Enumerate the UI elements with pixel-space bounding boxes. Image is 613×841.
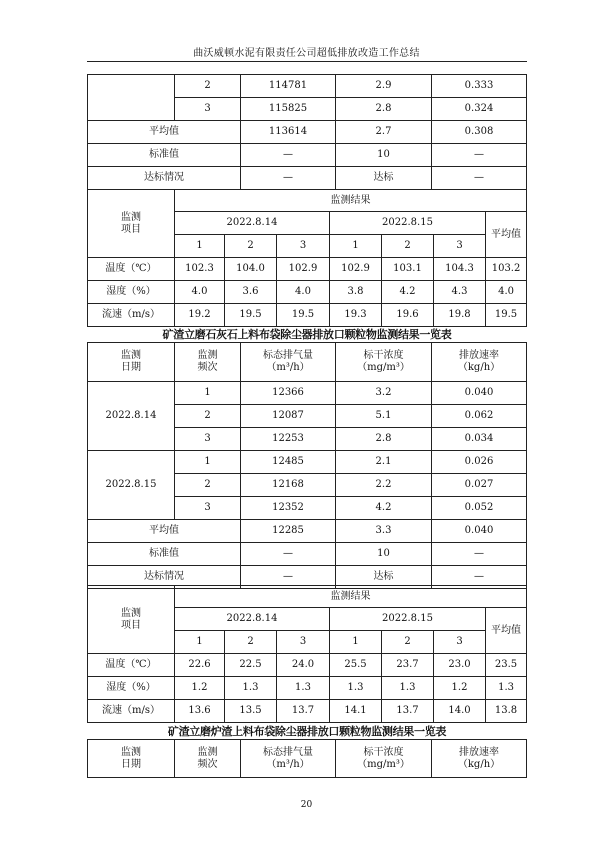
- freq-cell: 2: [175, 75, 241, 98]
- row-label: 湿度（%）: [88, 281, 175, 304]
- row-label: 流速（m/s）: [88, 304, 175, 327]
- row-label: 温度（℃）: [88, 258, 175, 281]
- row-label: 标准值: [88, 144, 241, 167]
- sample-number: 3: [277, 631, 330, 654]
- flow-cell: —: [241, 566, 336, 589]
- sample-number: 3: [434, 235, 486, 258]
- flow-header: 标态排气量 （m³/h）: [241, 343, 336, 382]
- freq-cell: 1: [175, 382, 241, 405]
- date-header: 2022.8.14: [175, 608, 330, 631]
- row-label: 达标情况: [88, 167, 241, 190]
- sample-number: 1: [330, 631, 382, 654]
- value-cell: 19.6: [382, 304, 434, 327]
- row-label: 平均值: [88, 520, 241, 543]
- conc-cell: 2.1: [336, 451, 432, 474]
- value-cell: 25.5: [330, 654, 382, 677]
- value-cell: 1.3: [330, 677, 382, 700]
- rate-cell: 0.026: [432, 451, 527, 474]
- table-row: [88, 451, 527, 474]
- page-header: 曲沃威顿水泥有限责任公司超低排放改造工作总结: [193, 48, 420, 59]
- average-row: [88, 121, 527, 144]
- value-cell: 1.2: [175, 677, 225, 700]
- item-header: 监测 项目: [88, 586, 175, 654]
- flow-cell: 12087: [241, 405, 336, 428]
- sample-number: 2: [225, 235, 277, 258]
- value-cell: 4.0: [486, 281, 527, 304]
- value-cell: 19.2: [175, 304, 225, 327]
- freq-cell: 3: [175, 497, 241, 520]
- value-cell: 4.0: [277, 281, 330, 304]
- sample-number: 1: [330, 235, 382, 258]
- emission-table-3: [87, 739, 527, 778]
- value-cell: 19.5: [277, 304, 330, 327]
- row-label: 达标情况: [88, 566, 241, 589]
- flow-cell: 12285: [241, 520, 336, 543]
- freq-cell: 2: [175, 474, 241, 497]
- sample-number: 1: [175, 631, 225, 654]
- row-label: 平均值: [88, 121, 241, 144]
- value-cell: 19.3: [330, 304, 382, 327]
- parameters-table-2: [87, 585, 527, 723]
- emission-table-2: [87, 342, 527, 589]
- value-cell: 3.8: [330, 281, 382, 304]
- flow-header: 标态排气量 （m³/h）: [241, 740, 336, 778]
- date-header: 监测 日期: [88, 343, 175, 382]
- rate-cell: 0.333: [432, 75, 527, 98]
- date-header: 2022.8.15: [330, 608, 486, 631]
- table-row: [88, 75, 527, 98]
- freq-header: 监测 频次: [175, 740, 241, 778]
- humidity-row: [88, 677, 527, 700]
- sample-number: 2: [382, 631, 434, 654]
- rate-cell: 0.040: [432, 382, 527, 405]
- date-cell: 2022.8.15: [88, 451, 175, 520]
- rate-cell: —: [432, 543, 527, 566]
- conc-cell: 5.1: [336, 405, 432, 428]
- flow-cell: 12253: [241, 428, 336, 451]
- value-cell: 1.3: [277, 677, 330, 700]
- row-label: 标准值: [88, 543, 241, 566]
- conc-cell: 4.2: [336, 497, 432, 520]
- rate-header: 排放速率 （kg/h）: [432, 740, 527, 778]
- standard-row: [88, 543, 527, 566]
- value-cell: 1.3: [486, 677, 527, 700]
- temperature-row: [88, 654, 527, 677]
- date-cell: [88, 75, 175, 121]
- flow-cell: —: [241, 543, 336, 566]
- value-cell: 22.6: [175, 654, 225, 677]
- value-cell: 104.3: [434, 258, 486, 281]
- conc-cell: 3.2: [336, 382, 432, 405]
- flow-cell: 114781: [241, 75, 336, 98]
- sample-number: 3: [277, 235, 330, 258]
- conc-cell: 2.2: [336, 474, 432, 497]
- value-cell: 19.8: [434, 304, 486, 327]
- value-cell: 1.3: [225, 677, 277, 700]
- sample-number: 1: [175, 235, 225, 258]
- date-cell: 2022.8.14: [88, 382, 175, 451]
- compliance-row: [88, 167, 527, 190]
- conc-header: 标干浓度 （mg/m³）: [336, 740, 432, 778]
- rate-cell: 0.052: [432, 497, 527, 520]
- value-cell: 104.0: [225, 258, 277, 281]
- table-header-row: [88, 740, 527, 778]
- value-cell: 102.9: [277, 258, 330, 281]
- value-cell: 14.1: [330, 700, 382, 723]
- table-caption: 矿渣立磨石灰石上料布袋除尘器排放口颗粒物监测结果一览表: [162, 328, 452, 341]
- conc-header: 标干浓度 （mg/m³）: [336, 343, 432, 382]
- average-header: 平均值: [486, 608, 527, 654]
- date-header: 2022.8.14: [175, 212, 330, 235]
- rate-cell: 0.324: [432, 98, 527, 121]
- results-header: 监测结果: [175, 586, 527, 608]
- table-caption: 矿渣立磨炉渣上料布袋除尘器排放口颗粒物监测结果一览表: [167, 725, 447, 738]
- row-label: 流速（m/s）: [88, 700, 175, 723]
- value-cell: 13.7: [382, 700, 434, 723]
- value-cell: 1.2: [434, 677, 486, 700]
- flow-cell: 113614: [241, 121, 336, 144]
- conc-cell: 2.8: [336, 98, 432, 121]
- freq-cell: 3: [175, 98, 241, 121]
- rate-cell: —: [432, 144, 527, 167]
- freq-cell: 1: [175, 451, 241, 474]
- humidity-row: [88, 281, 527, 304]
- page-number: 20: [300, 800, 313, 810]
- conc-cell: 2.8: [336, 428, 432, 451]
- value-cell: 13.8: [486, 700, 527, 723]
- table-row: [88, 382, 527, 405]
- flow-cell: —: [241, 144, 336, 167]
- freq-cell: 2: [175, 405, 241, 428]
- conc-cell: 10: [336, 543, 432, 566]
- value-cell: 3.6: [225, 281, 277, 304]
- results-header: 监测结果: [175, 190, 527, 212]
- value-cell: 4.0: [175, 281, 225, 304]
- conc-cell: 3.3: [336, 520, 432, 543]
- value-cell: 13.5: [225, 700, 277, 723]
- rate-cell: 0.034: [432, 428, 527, 451]
- row-label: 湿度（%）: [88, 677, 175, 700]
- flow-cell: 12485: [241, 451, 336, 474]
- value-cell: 4.2: [382, 281, 434, 304]
- value-cell: 13.7: [277, 700, 330, 723]
- row-label: 温度（℃）: [88, 654, 175, 677]
- rate-header: 排放速率 （kg/h）: [432, 343, 527, 382]
- flow-cell: 115825: [241, 98, 336, 121]
- date-header: 监测 日期: [88, 740, 175, 778]
- conc-cell: 达标: [336, 167, 432, 190]
- date-header: 2022.8.15: [330, 212, 486, 235]
- rate-cell: —: [432, 566, 527, 589]
- sample-number: 2: [382, 235, 434, 258]
- table-row: [88, 586, 527, 608]
- average-row: [88, 520, 527, 543]
- value-cell: 103.2: [486, 258, 527, 281]
- freq-cell: 3: [175, 428, 241, 451]
- flow-cell: 12168: [241, 474, 336, 497]
- value-cell: 103.1: [382, 258, 434, 281]
- value-cell: 4.3: [434, 281, 486, 304]
- rate-cell: 0.027: [432, 474, 527, 497]
- average-header: 平均值: [486, 212, 527, 258]
- value-cell: 19.5: [225, 304, 277, 327]
- table-header-row: [88, 343, 527, 382]
- rate-cell: 0.308: [432, 121, 527, 144]
- standard-row: [88, 144, 527, 167]
- value-cell: 22.5: [225, 654, 277, 677]
- rate-cell: 0.040: [432, 520, 527, 543]
- value-cell: 23.7: [382, 654, 434, 677]
- flow-cell: 12366: [241, 382, 336, 405]
- value-cell: 24.0: [277, 654, 330, 677]
- value-cell: 23.0: [434, 654, 486, 677]
- value-cell: 14.0: [434, 700, 486, 723]
- header-rule: [87, 61, 527, 62]
- value-cell: 23.5: [486, 654, 527, 677]
- velocity-row: [88, 304, 527, 327]
- sample-number: 3: [434, 631, 486, 654]
- value-cell: 102.9: [330, 258, 382, 281]
- conc-cell: 2.7: [336, 121, 432, 144]
- conc-cell: 达标: [336, 566, 432, 589]
- conc-cell: 10: [336, 144, 432, 167]
- value-cell: 1.3: [382, 677, 434, 700]
- velocity-row: [88, 700, 527, 723]
- sample-number: 2: [225, 631, 277, 654]
- emission-table-1: [87, 74, 527, 190]
- value-cell: 13.6: [175, 700, 225, 723]
- value-cell: 19.5: [486, 304, 527, 327]
- value-cell: 102.3: [175, 258, 225, 281]
- conc-cell: 2.9: [336, 75, 432, 98]
- table-row: [88, 190, 527, 212]
- temperature-row: [88, 258, 527, 281]
- flow-cell: 12352: [241, 497, 336, 520]
- rate-cell: —: [432, 167, 527, 190]
- item-header: 监测 项目: [88, 190, 175, 258]
- parameters-table-1: [87, 189, 527, 327]
- rate-cell: 0.062: [432, 405, 527, 428]
- freq-header: 监测 频次: [175, 343, 241, 382]
- flow-cell: —: [241, 167, 336, 190]
